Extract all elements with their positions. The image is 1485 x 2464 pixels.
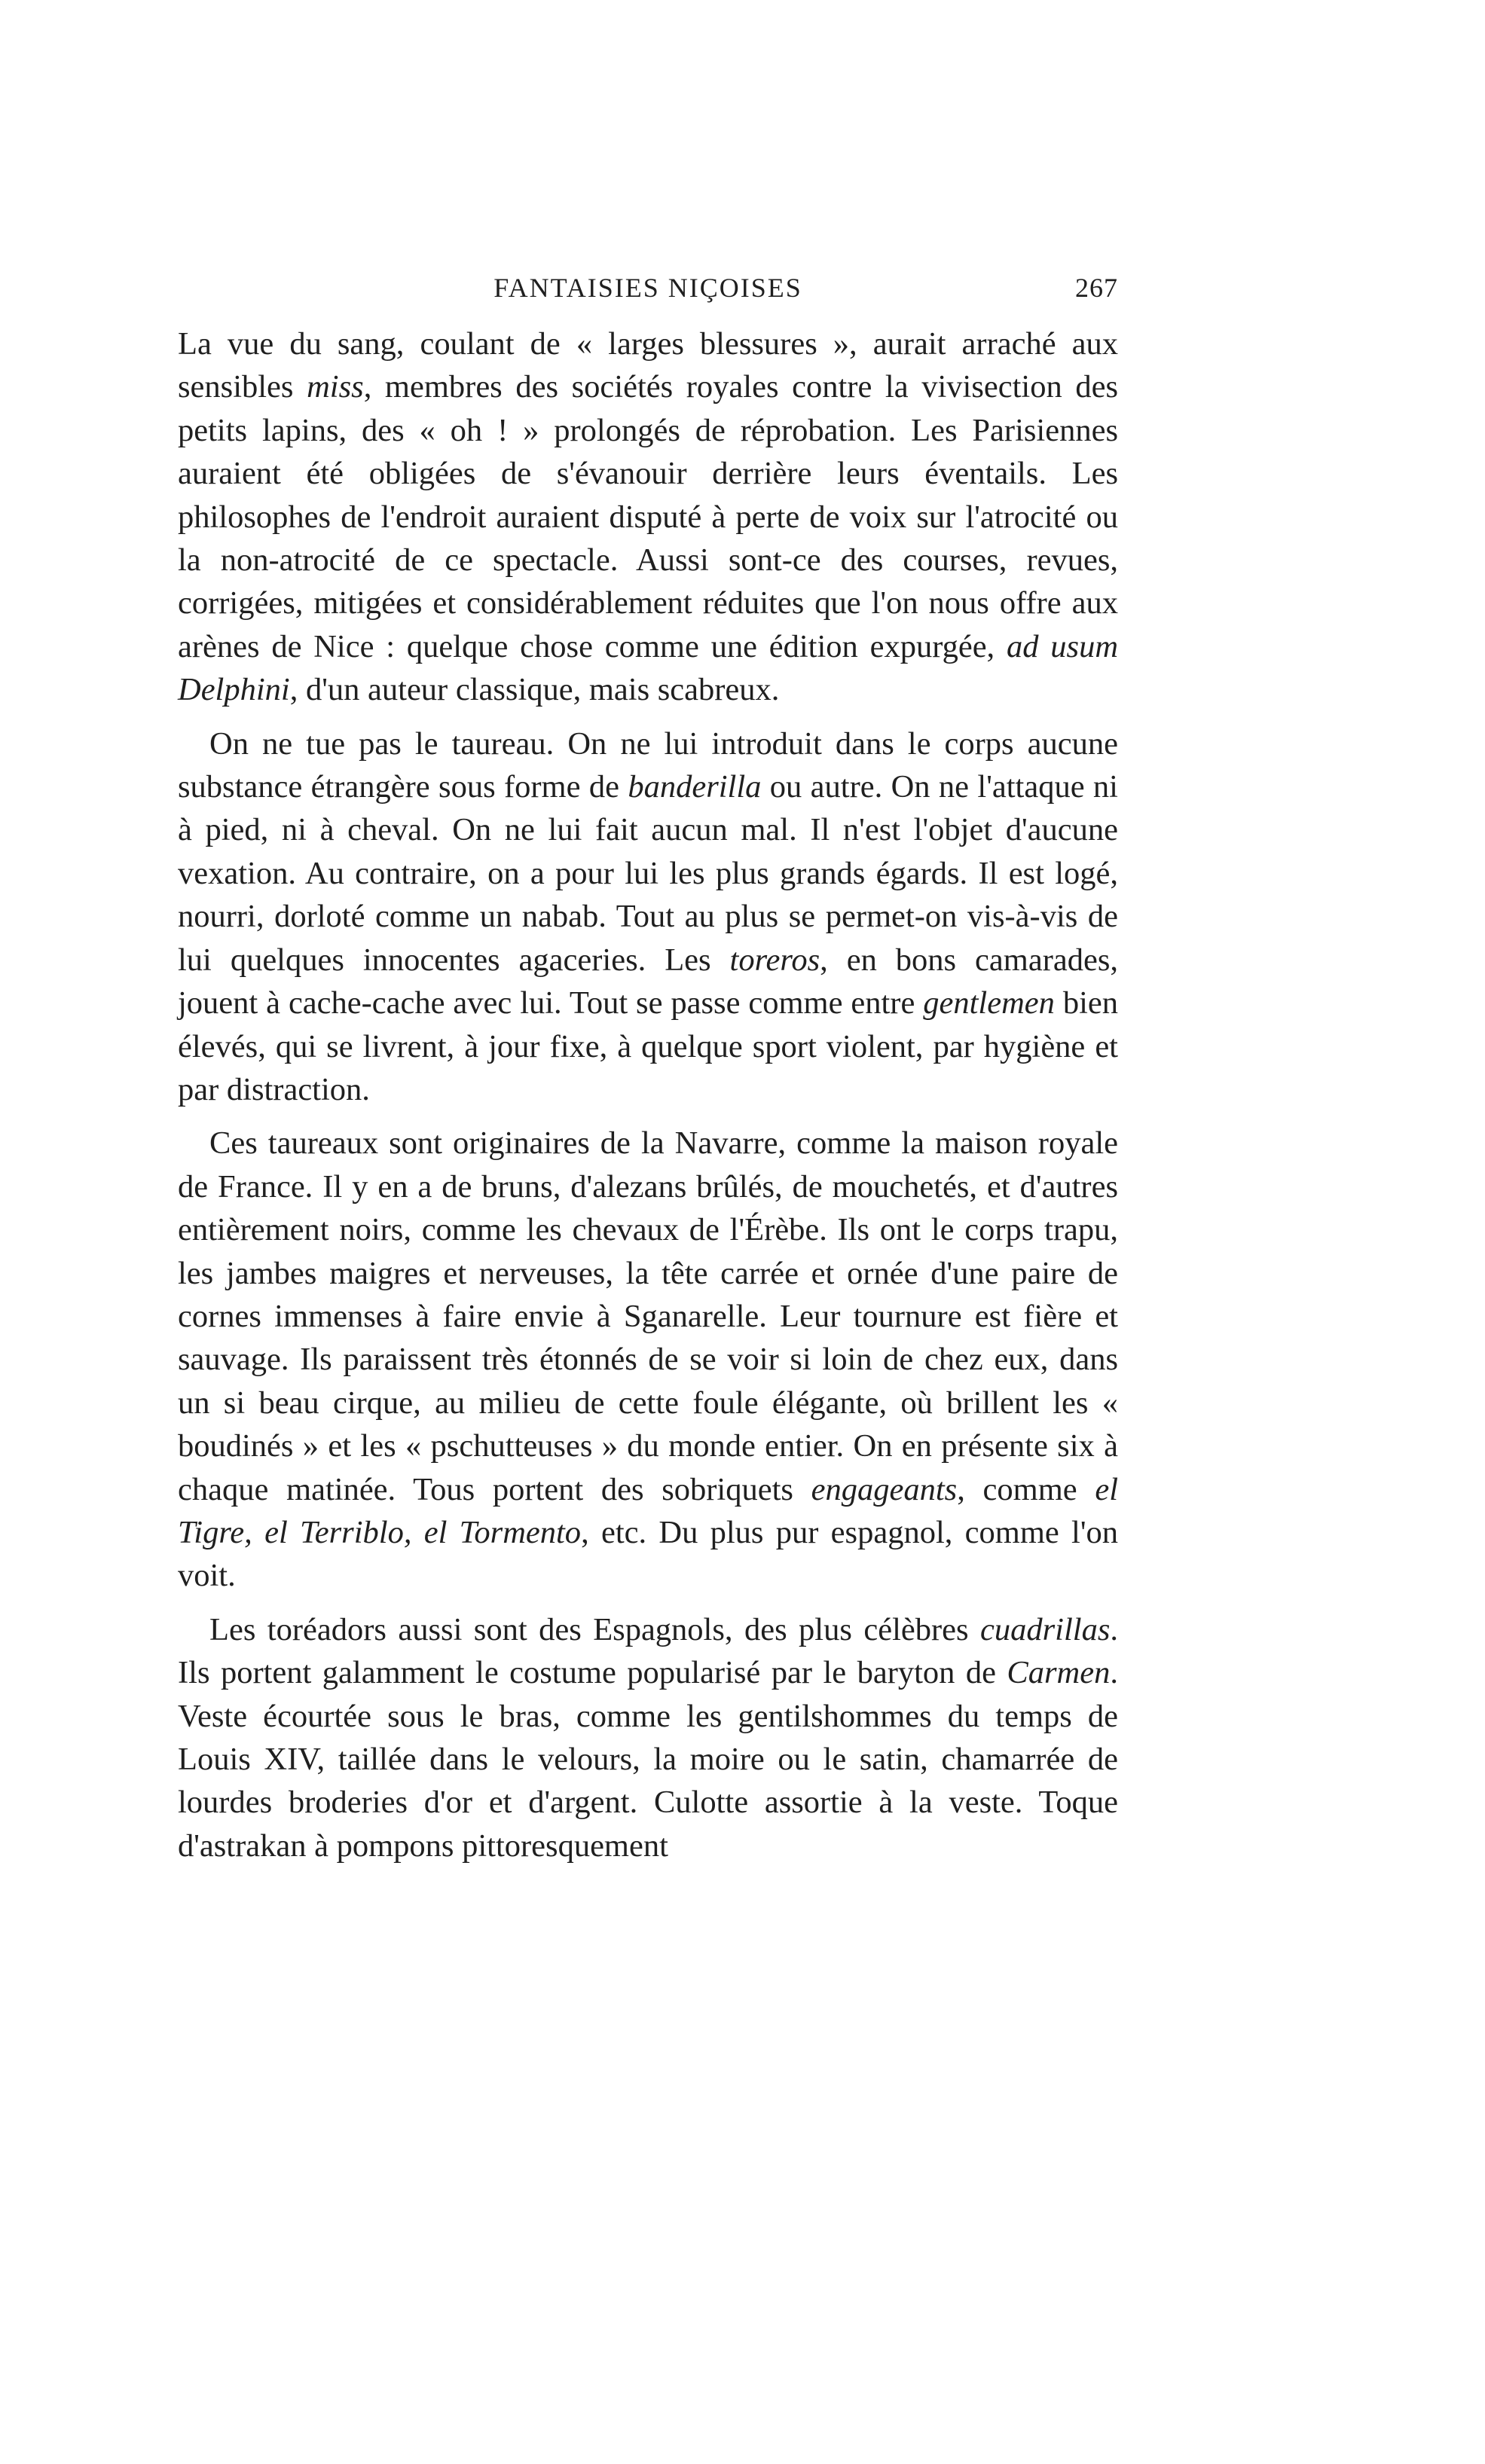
italic-run: Carmen — [1007, 1655, 1111, 1691]
text-run: ou autre. On ne l'attaque ni à pied, ni à cheval. On ne lui fait aucun mal. Il n'est l'objet d'aucune vexation. Au contraire, on a pour lui les plus grands égards. Il est logé, nourri, dorloté comme un nabab. Tout au plus se permet-on vis-à-vis de lui quelques innocentes agaceries. Les — [178, 769, 1118, 978]
italic-run: gentlemen — [923, 985, 1055, 1021]
text-run: . Ils portent galamment le costume popularisé par le baryton de — [178, 1611, 1118, 1691]
text-run: . Veste écourtée sous le bras, comme les gentilshommes du temps de Louis XIV, taillée dans le velours, la moire ou le satin, chamarrée de lourdes broderies d'or et d'argent. Culotte assortie à la veste. Toque d'astrakan à pompons pittoresquement — [178, 1655, 1118, 1864]
running-title: FANTAISIES NIÇOISES — [493, 273, 802, 303]
text-run: , etc. Du plus pur espagnol, comme l'on voit. — [178, 1514, 1118, 1594]
text-run: , comme — [957, 1471, 1095, 1507]
text-run: , membres des sociétés royales contre la vivisection des petits lapins, des « oh ! » prolongés de réprobation. Les Parisiennes auraient été obligées de s'évanouir derrière leurs éventails. Les philosophes de l'endroit auraient disputé à perte de voix sur l'atrocité ou la non-atrocité de ce spectacle. Aussi sont-ce des courses, revues, corrigées, mitigées et considérablement réduites que l'on nous offre aux arènes de Nice : quelque chose comme une édition expurgée, — [178, 369, 1118, 664]
paragraph — [178, 322, 1118, 712]
italic-run: engageants — [811, 1471, 958, 1507]
body-text — [178, 322, 1118, 1878]
italic-run: cuadrillas — [980, 1611, 1111, 1647]
text-run: bien élevés, qui se livrent, à jour fixe, à quelque sport violent, par hygiène et par distraction. — [178, 985, 1119, 1107]
paragraph — [178, 1122, 1118, 1597]
text-run: , d'un auteur classique, mais scabreux. — [289, 672, 780, 708]
text-run: La vue du sang, coulant de « larges blessures », aurait arraché aux sensibles — [178, 326, 1118, 405]
paragraph — [178, 1608, 1118, 1867]
italic-run: el Tigre, el Terriblo, el Tormento — [178, 1471, 1118, 1550]
text-run: Ces taureaux sont originaires de la Navarre, comme la maison royale de France. Il y en a de bruns, d'alezans brûlés, de mouchetés, et d'autres entièrement noirs, comme les chevaux de l'Érèbe. Ils ont le corps trapu, les jambes maigres et nerveuses, la tête carrée et ornée d'une paire de cornes immenses à faire envie à Sganarelle. Leur tournure est fière et sauvage. Ils paraissent très étonnés de se voir si loin de chez eux, dans un si beau cirque, au milieu de cette foule élégante, où brillent les « boudinés » et les « pschutteuses » du monde entier. On en présente six à chaque matinée. Tous portent des sobriquets — [178, 1125, 1118, 1507]
italic-run: toreros — [729, 942, 820, 978]
italic-run: miss — [307, 369, 364, 405]
text-run: , en bons camarades, jouent à cache-cache avec lui. Tout se passe comme entre — [178, 942, 1118, 1021]
text-run: On ne tue pas le taureau. On ne lui introduit dans le corps aucune substance étrangère sous forme de — [178, 725, 1118, 805]
paragraph — [178, 722, 1118, 1112]
text-run: Les toréadors aussi sont des Espagnols, des plus célèbres — [209, 1611, 980, 1647]
page-number: 267 — [1075, 273, 1118, 303]
italic-run: ad usum Delphini — [178, 628, 1119, 708]
italic-run: banderilla — [628, 769, 762, 805]
running-header — [178, 265, 1118, 310]
